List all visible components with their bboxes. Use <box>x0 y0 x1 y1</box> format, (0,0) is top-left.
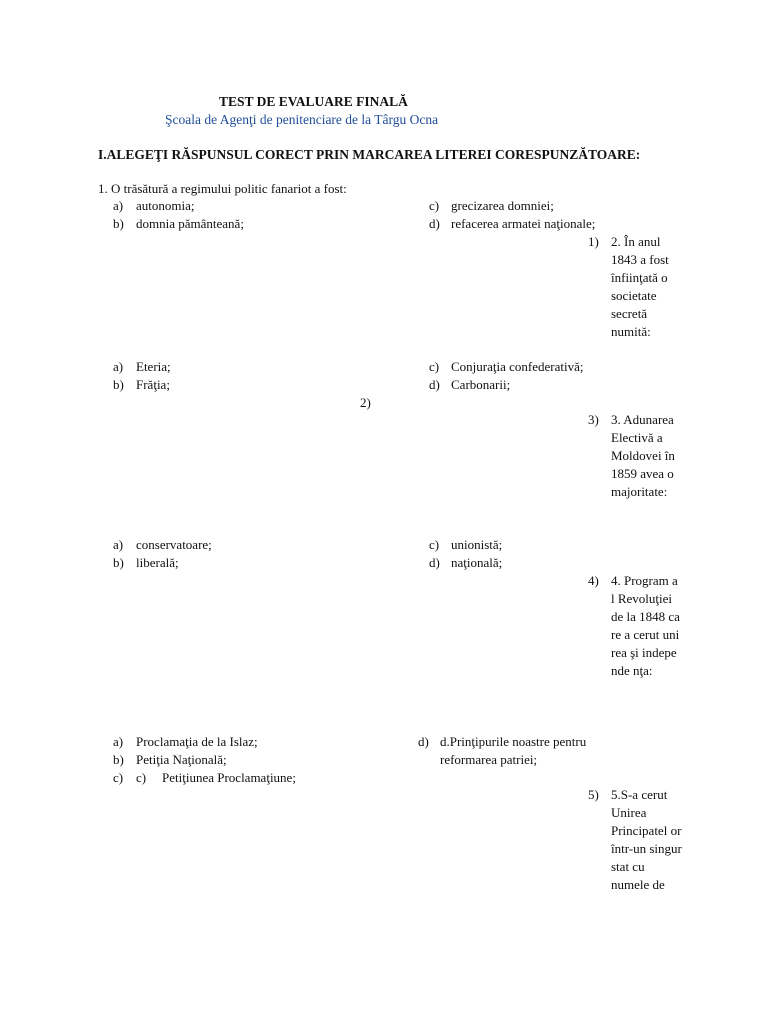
q3-option-a-marker: a) <box>113 537 124 552</box>
q3-option-c-marker: c) <box>429 537 440 552</box>
q1-option-a-marker: a) <box>113 198 124 213</box>
q4-option-c: Petiţiunea Proclamaţiune; <box>162 770 296 785</box>
stray-list-marker: 2) <box>360 395 371 410</box>
q4-option-b: Petiţia Naţională; <box>136 752 227 767</box>
q4-option-d-line2: reformarea patriei; <box>440 752 538 767</box>
question-5-text: 5.S-a cerut Unirea Principatel or într-un singur stat cu numele de <box>611 787 682 892</box>
q3-option-a: conservatoare; <box>136 537 212 552</box>
q3-option-d: naţională; <box>451 555 503 570</box>
q3-option-b-marker: b) <box>113 555 124 570</box>
q5-marker: 5) <box>588 787 599 802</box>
question-2-text: 2. În anul 1843 a fost înfiinţată o societate secretă numită: <box>611 234 669 339</box>
q4-option-a: Proclamaţia de la Islaz; <box>136 734 258 749</box>
document-title: TEST DE EVALUARE FINALĂ <box>219 94 408 109</box>
q4-option-a-marker: a) <box>113 734 124 749</box>
q3-marker: 3) <box>588 412 599 427</box>
question-4-text: 4. Program al Revoluţiei de la 1848 care a cerut unirea şi independe nţa: <box>611 573 680 678</box>
q1-option-a: autonomia; <box>136 198 195 213</box>
q2-option-c-marker: c) <box>429 359 440 374</box>
q4-option-b-marker: b) <box>113 752 124 767</box>
question-1-text: 1. O trăsătură a regimului politic fanariot a fost: <box>98 181 347 196</box>
question-3-text: 3. Adunarea Electivă a Moldovei în 1859 avea o majoritate: <box>611 412 675 499</box>
q2-option-d: Carbonarii; <box>451 377 511 392</box>
q1-option-b-marker: b) <box>113 216 124 231</box>
q2-option-a-marker: a) <box>113 359 124 374</box>
q2-option-d-marker: d) <box>429 377 440 392</box>
q3-option-d-marker: d) <box>429 555 440 570</box>
q2-marker: 1) <box>588 234 599 249</box>
section-heading: I.ALEGEŢI RĂSPUNSUL CORECT PRIN MARCAREA LITEREI CORESPUNZĂTOARE: <box>98 147 641 162</box>
q2-option-a: Eteria; <box>136 359 171 374</box>
school-name: Şcoala de Agenţi de penitenciare de la Târgu Ocna <box>165 112 439 127</box>
q1-option-c: grecizarea domniei; <box>451 198 554 213</box>
q4-option-c-marker: c) <box>113 770 124 785</box>
q1-option-b: domnia pământeană; <box>136 216 244 231</box>
q4-option-c-inner-marker: c) <box>136 770 147 785</box>
q4-option-d-marker: d) <box>418 734 429 749</box>
q4-option-d-line1: d.Prinţipurile noastre pentru <box>440 734 587 749</box>
q2-option-b: Frăţia; <box>136 377 170 392</box>
q1-option-d: refacerea armatei naţionale; <box>451 216 596 231</box>
q4-marker: 4) <box>588 573 599 588</box>
q3-option-c: unionistă; <box>451 537 503 552</box>
q2-option-b-marker: b) <box>113 377 124 392</box>
q2-option-c: Conjuraţia confederativă; <box>451 359 584 374</box>
q3-option-b: liberală; <box>136 555 179 570</box>
q1-option-d-marker: d) <box>429 216 440 231</box>
q1-option-c-marker: c) <box>429 198 440 213</box>
